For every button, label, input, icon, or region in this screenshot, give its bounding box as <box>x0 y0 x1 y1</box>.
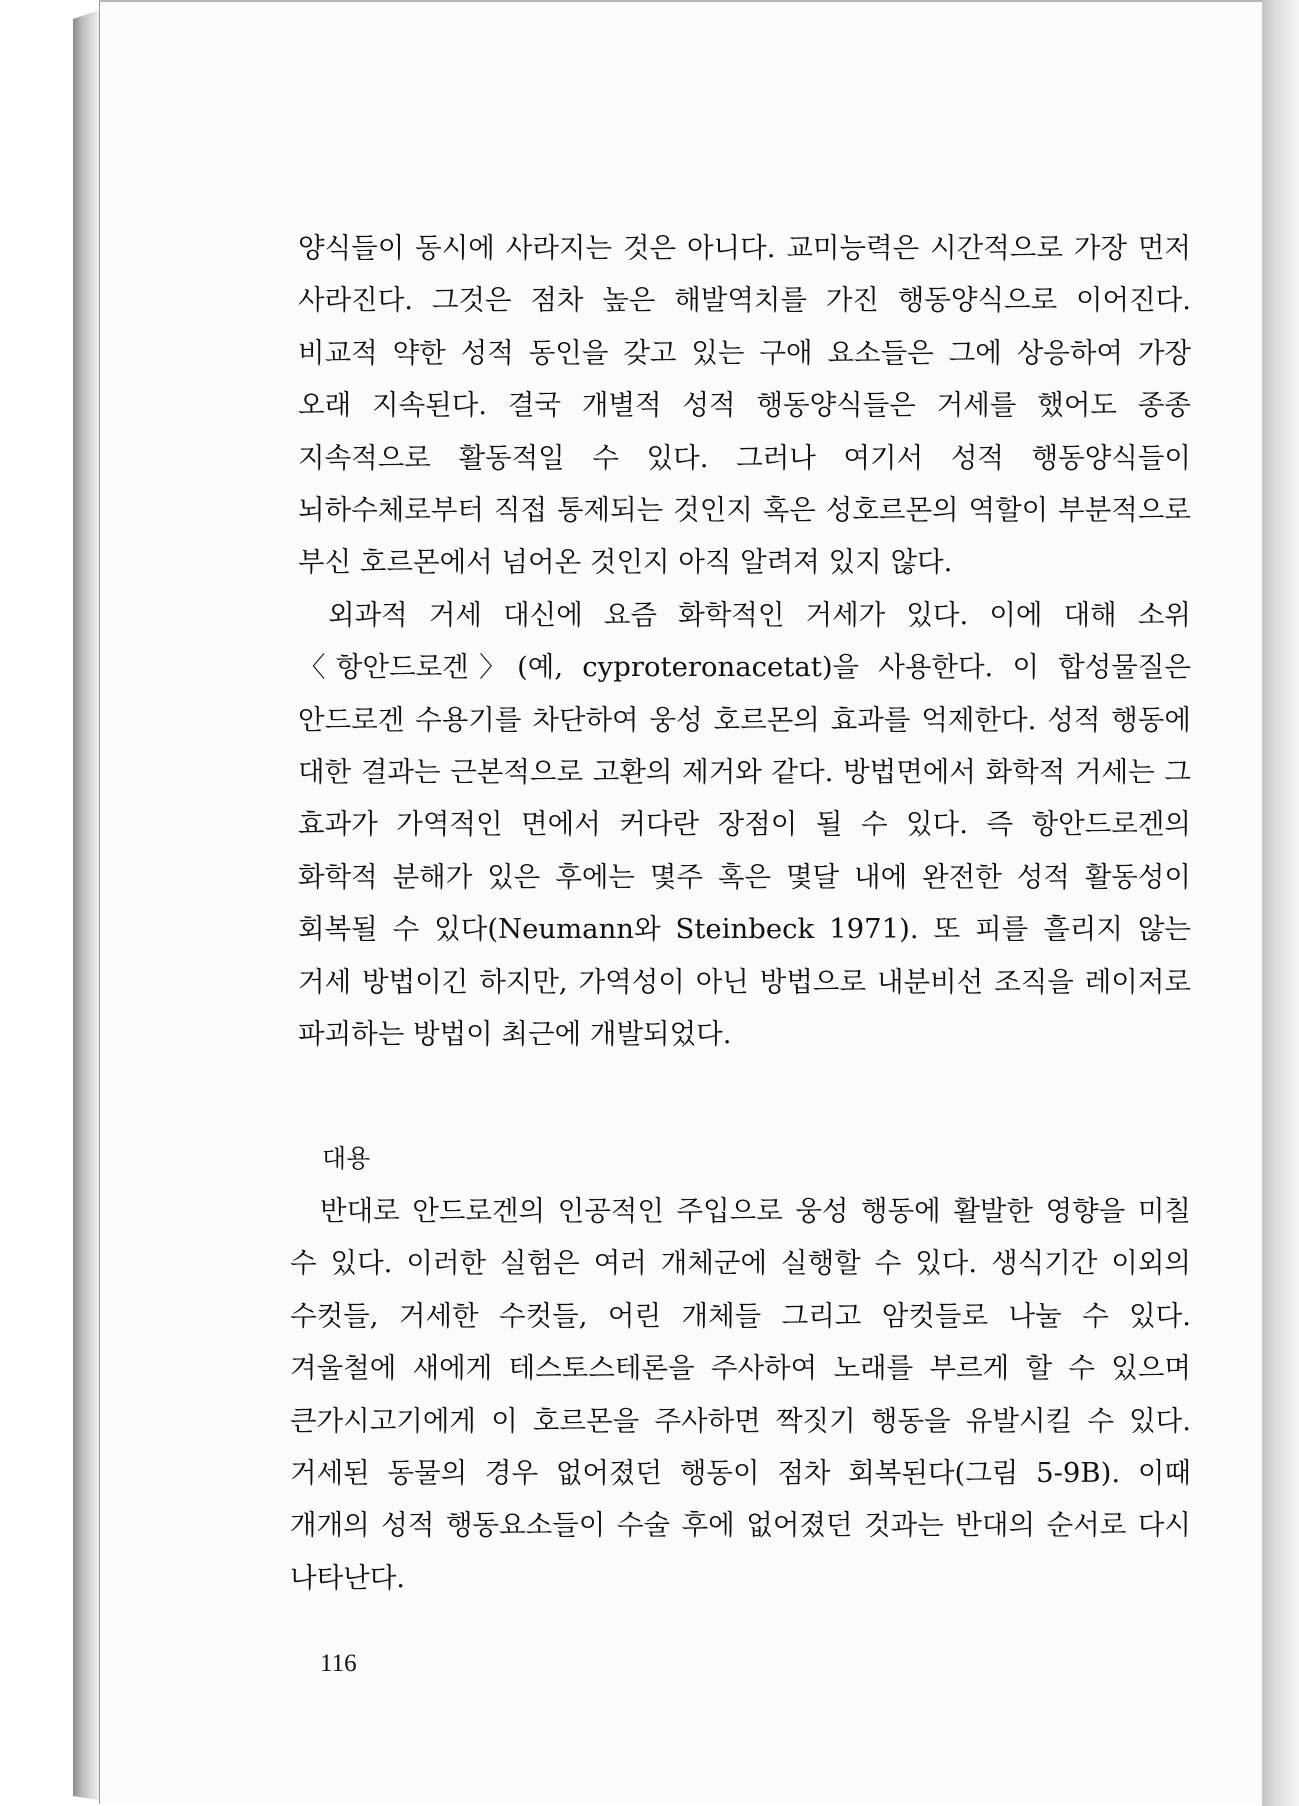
page-right-shadow <box>1262 0 1299 1806</box>
paragraph-2: 외과적 거세 대신에 요즘 화학적인 거세가 있다. 이에 대해 소위 〈항안드로겐〉(예, cyproteronacetat)을 사용한다. 이 합성물질은 안드로겐 수용기를 차단하여 웅성 호르몬의 효과를 억제한다. 성적 행동에 대한 결과는 근본적으로 고환의 제거와 같다. 방법면에서 화학적 거세는 그 효과가 가역적인 면에서 커다란 장점이 될 수 있다. 즉 항안드로겐의 화학적 분해가 있은 후에는 몇주 혹은 몇달 내에 완전한 성적 활동성이 회복될 수 있다(Neumann와 Steinbeck 1971). 또 피를 흘리지 않는 거세 방법이긴 하지만, 가역성이 아닌 방법으로 내분비선 조직을 레이저로 파괴하는 방법이 최근에 개발되었다. <box>298 598 1191 1051</box>
section-block <box>290 1133 1191 1604</box>
page-number: 116 <box>320 1650 357 1677</box>
section-heading: 대용 <box>322 1144 371 1173</box>
main-text <box>298 222 1191 1061</box>
book-spine <box>73 10 99 1800</box>
page-top-edge <box>99 0 1264 2</box>
paragraph-1: 양식들이 동시에 사라지는 것은 아니다. 교미능력은 시간적으로 가장 먼저 사라진다. 그것은 점차 높은 해발역치를 가진 행동양식으로 이어진다. 비교적 약한 성적 동인을 갖고 있는 구애 요소들은 그에 상응하여 가장 오래 지속된다. 결국 개별적 성적 행동양식들은 거세를 했어도 종종 지속적으로 활동적일 수 있다. 그러나 여기서 성적 행동양식들이 뇌하수체로부터 직접 통제되는 것인지 혹은 성호르몬의 역할이 부분적으로 부신 호르몬에서 넘어온 것인지 아직 알려져 있지 않다. <box>298 232 1191 579</box>
paragraph-3: 반대로 안드로겐의 인공적인 주입으로 웅성 행동에 활발한 영향을 미칠 수 있다. 이러한 실험은 여러 개체군에 실행할 수 있다. 생식기간 이외의 수컷들, 거세한 수컷들, 어린 개체들 그리고 암컷들로 나눌 수 있다. 겨울철에 새에게 테스토스테론을 주사하여 노래를 부르게 할 수 있으며 큰가시고기에게 이 호르몬을 주사하면 짝짓기 행동을 유발시킬 수 있다. 거세된 동물의 경우 없어졌던 행동이 점차 회복된다(그림 5-9B). 이때 개개의 성적 행동요소들이 수술 후에 없어졌던 것과는 반대의 순서로 다시 나타난다. <box>290 1195 1191 1594</box>
